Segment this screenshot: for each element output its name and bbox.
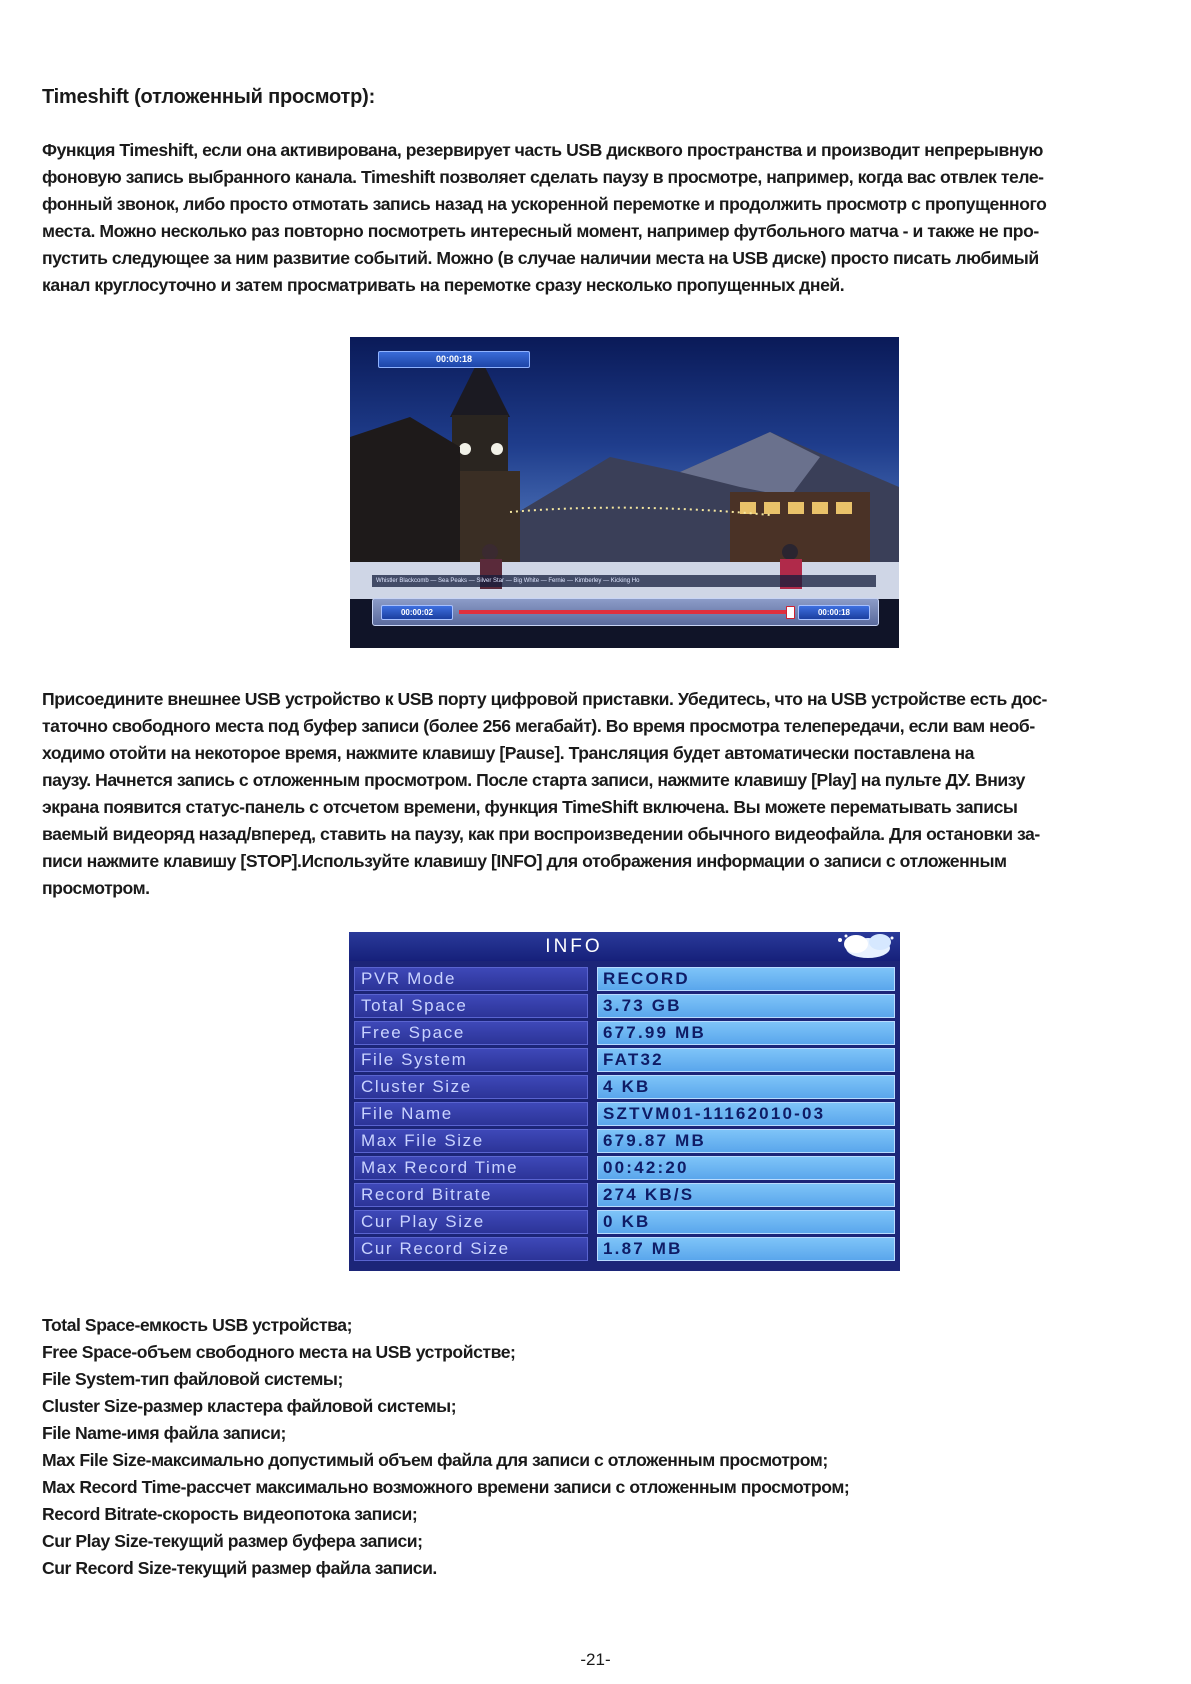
intro-line: места. Можно несколько раз повторно посмотреть интересный момент, например футбольного матча - и также не про- (42, 221, 1039, 241)
info-label: PVR Mode (354, 967, 588, 991)
intro-line: фоновую запись выбранного канала. Timeshift позволяет сделать паузу в просмотре, например, когда вас отвлек теле- (42, 167, 1044, 187)
info-value: 1.87 MB (597, 1237, 895, 1261)
definition-item: Record Bitrate-скорость видеопотока записи; (42, 1504, 418, 1524)
instruction-line: ваемый видеоряд назад/вперед, ставить на паузу, как при воспроизведении обычного видеофайла. Для остановки за- (42, 824, 1040, 844)
playhead-marker[interactable] (786, 606, 795, 619)
definition-item: Cur Play Size-текущий размер буфера записи; (42, 1531, 423, 1551)
channel-ticker: Whistler Blackcomb — Sea Peaks — Silver Star — Big White — Fernie — Kimberley — Kicking Ho (372, 575, 876, 587)
timeshift-screenshot (350, 337, 899, 648)
instructions-paragraph (42, 686, 1150, 902)
info-value: 3.73 GB (597, 994, 895, 1018)
timeshift-top-time: 00:00:18 (378, 351, 530, 368)
info-value: 00:42:20 (597, 1156, 895, 1180)
info-label: Record Bitrate (354, 1183, 588, 1207)
info-value: FAT32 (597, 1048, 895, 1072)
info-row-cur-play-size (354, 1209, 895, 1236)
instruction-line: писи нажмите клавишу [STOP].Используйте клавишу [INFO] для отображения информации о записи с отложенным (42, 851, 1007, 871)
info-row-record-bitrate (354, 1182, 895, 1209)
section-title: Timeshift (отложенный просмотр): (42, 86, 376, 108)
info-label: File System (354, 1048, 588, 1072)
timeshift-track[interactable] (459, 610, 790, 614)
intro-line: пустить следующее за ним развитие событий. Можно (в случае наличии места на USB диске) просто писать любимый (42, 248, 1039, 268)
definition-item: Free Space-объем свободного места на USB устройстве; (42, 1342, 516, 1362)
info-value: 0 KB (597, 1210, 895, 1234)
info-row-cur-record-size (354, 1236, 895, 1263)
intro-line: Функция Timeshift, если она активирована, резервирует часть USB дисквого пространства и производит непрерывную (42, 140, 1043, 160)
start-time-label: 00:00:02 (381, 605, 453, 620)
cloud-icon (828, 932, 898, 961)
info-row-cluster-size (354, 1074, 895, 1101)
timeshift-status-bar (372, 598, 879, 626)
instruction-line: ходимо отойти на некоторое время, нажмите клавишу [Pause]. Трансляция будет автоматически поставлена на (42, 743, 974, 763)
info-row-pvr-mode (354, 966, 895, 993)
info-label: File Name (354, 1102, 588, 1126)
definition-item: Max File Size-максимально допустимый объем файла для записи с отложенным просмотром; (42, 1450, 828, 1470)
info-value: 679.87 MB (597, 1129, 895, 1153)
info-label: Cur Record Size (354, 1237, 588, 1261)
buffer-fill (459, 610, 790, 614)
intro-line: фонный звонок, либо просто отмотать запись назад на ускоренной перемотке и продолжить просмотр с пропущенного (42, 194, 1047, 214)
end-time-label: 00:00:18 (798, 605, 870, 620)
info-label: Max File Size (354, 1129, 588, 1153)
info-value: 4 KB (597, 1075, 895, 1099)
info-row-file-name (354, 1101, 895, 1128)
info-label: Cur Play Size (354, 1210, 588, 1234)
info-row-max-record-time (354, 1155, 895, 1182)
intro-paragraph (42, 137, 1150, 299)
info-value: RECORD (597, 967, 895, 991)
info-value: SZTVM01-11162010-03 (597, 1102, 895, 1126)
definition-item: Total Space-емкость USB устройства; (42, 1315, 353, 1335)
info-header (349, 932, 900, 961)
info-panel (349, 932, 900, 1271)
info-value: 677.99 MB (597, 1021, 895, 1045)
info-title: INFO (545, 936, 603, 957)
info-row-free-space (354, 1020, 895, 1047)
instruction-line: таточно свободного места под буфер записи (более 256 мегабайт). Во время просмотра телепередачи, если вам необ- (42, 716, 1035, 736)
definition-item: File System-тип файловой системы; (42, 1369, 343, 1389)
instruction-line: Присоедините внешнее USB устройство к USB порту цифровой приставки. Убедитесь, что на USB устройстве есть дос- (42, 689, 1047, 709)
info-row-total-space (354, 993, 895, 1020)
info-label: Total Space (354, 994, 588, 1018)
definition-item: File Name-имя файла записи; (42, 1423, 286, 1443)
definition-item: Cur Record Size-текущий размер файла записи. (42, 1558, 437, 1578)
definition-item: Cluster Size-размер кластера файловой системы; (42, 1396, 457, 1416)
info-row-max-file-size (354, 1128, 895, 1155)
info-label: Free Space (354, 1021, 588, 1045)
info-label: Max Record Time (354, 1156, 588, 1180)
definitions-list (42, 1312, 849, 1582)
info-label: Cluster Size (354, 1075, 588, 1099)
definition-item: Max Record Time-рассчет максимально возможного времени записи с отложенным просмотром; (42, 1477, 850, 1497)
info-value: 274 KB/S (597, 1183, 895, 1207)
instruction-line: паузу. Начнется запись с отложенным просмотром. После старта записи, нажмите клавишу [Play] на пульте ДУ. Внизу (42, 770, 1025, 790)
intro-line: канал круглосуточно и затем просматривать на перемотке сразу несколько пропущенных дней. (42, 275, 845, 295)
info-rows (354, 966, 895, 1263)
instruction-line: просмотром. (42, 878, 150, 898)
info-row-file-system (354, 1047, 895, 1074)
instruction-line: экрана появится статус-панель с отсчетом времени, функция TimeShift включена. Вы можете перематывать записы (42, 797, 1018, 817)
page-number: -21- (580, 1650, 611, 1669)
